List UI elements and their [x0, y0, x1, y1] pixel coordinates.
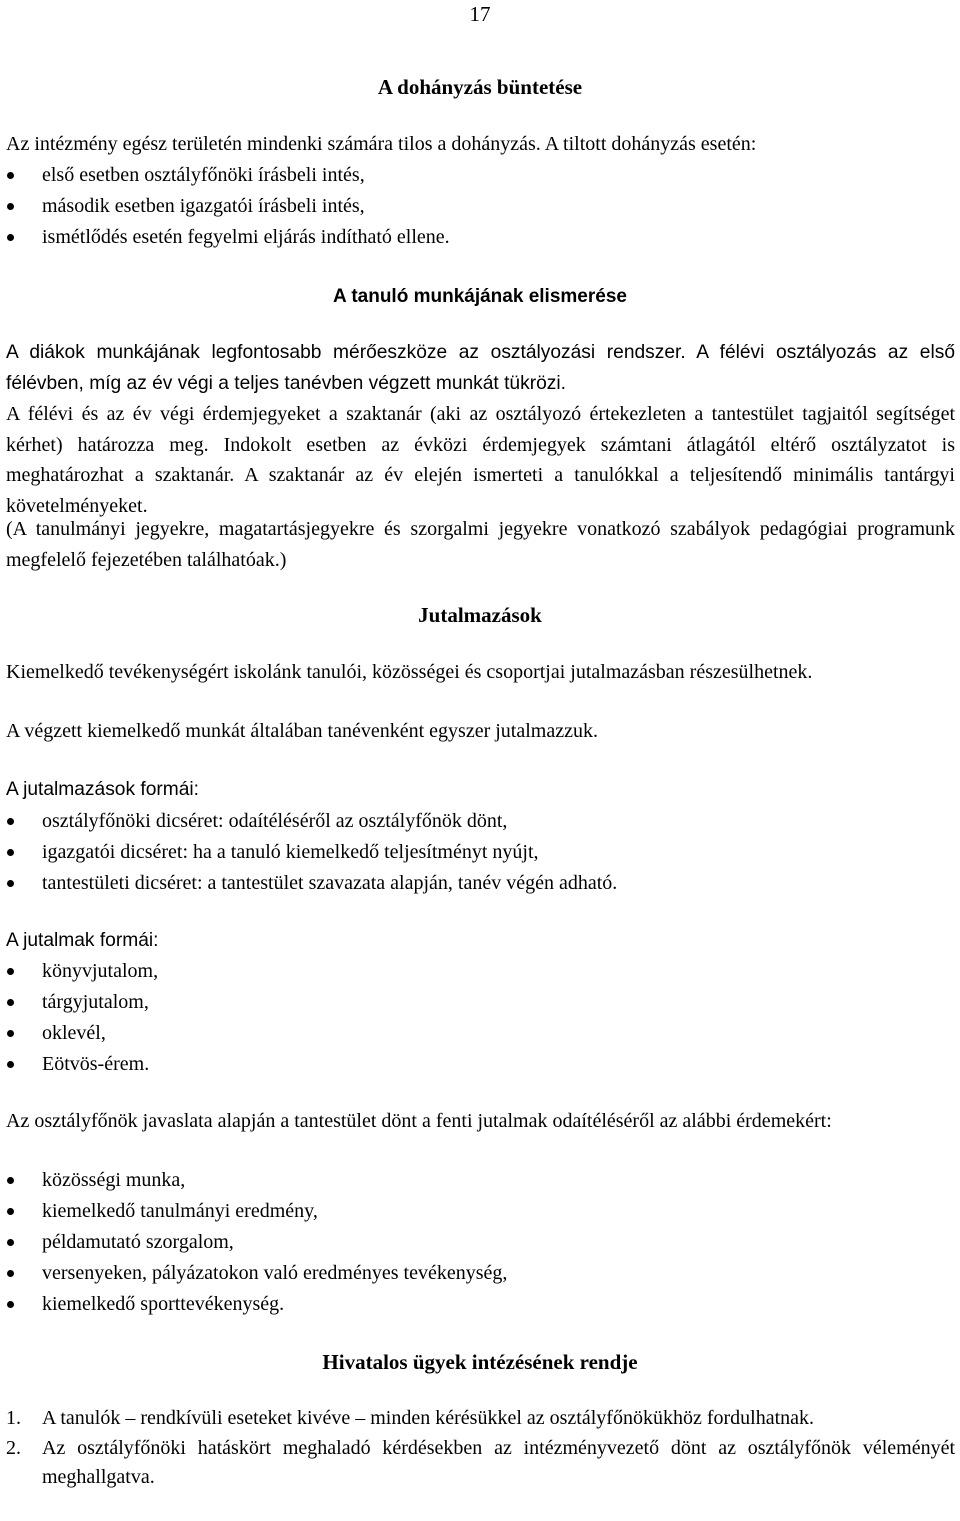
list-item-number: 2.: [6, 1436, 21, 1459]
list-item: tantestületi dicséret: a tantestület szavazata alapján, tanév végén adható.: [6, 868, 955, 899]
list-item: [6, 1404, 955, 1434]
list-item-number: 1.: [6, 1407, 21, 1429]
merits-list: [6, 1165, 955, 1320]
smoking-penalty-list: [6, 160, 955, 253]
list-item: igazgatói dicséret: ha a tanuló kiemelkedő teljesítményt nyújt,: [6, 837, 955, 868]
list-item: oklevél,: [6, 1018, 955, 1049]
section-title-rewards: Jutalmazások: [418, 603, 542, 627]
page-number: 17: [469, 2, 491, 26]
list-item: osztályfőnöki dicséret: odaítéléséről az osztályfőnök dönt,: [6, 806, 955, 837]
section-title-recognition: A tanuló munkájának elismerése: [333, 286, 627, 307]
list-item: ismétlődés esetén fegyelmi eljárás indítható ellene.: [6, 222, 955, 253]
list-item: példamutató szorgalom,: [6, 1227, 955, 1258]
list-item: Eötvös-érem.: [6, 1049, 955, 1080]
list-item: könyvjutalom,: [6, 956, 955, 987]
list-item: első esetben osztályfőnöki írásbeli intés,: [6, 160, 955, 191]
list-item: tárgyjutalom,: [6, 987, 955, 1018]
rewards-decision-text: Az osztályfőnök javaslata alapján a tantestület dönt a fenti jutalmak odaítéléséről az alábbi érdemekért:: [6, 1110, 832, 1132]
list-item-text: Az osztályfőnöki hatáskört meghaladó kérdésekben az intézményvezető dönt az osztályfőnök véleményét meghallgatva.: [42, 1436, 955, 1488]
list-item: második esetben igazgatói írásbeli intés,: [6, 191, 955, 222]
list-item: versenyeken, pályázatokon való eredményes tevékenység,: [6, 1258, 955, 1289]
rewards-types-label: A jutalmak formái:: [6, 930, 159, 951]
section-title-official-matters: Hivatalos ügyek intézésének rendje: [322, 1350, 638, 1374]
reward-forms-label: A jutalmazások formái:: [6, 779, 200, 800]
official-matters-list: [6, 1404, 955, 1493]
list-item: [6, 1434, 955, 1493]
recognition-paragraph-2: A félévi és az év végi érdemjegyeket a szaktanár (aki az osztályozó értekezleten a tantestület tagjaitól segítséget kérhet) határozza meg. Indokolt esetben az évközi érdemjegyek számtani átlagától eltérő osztályzatot is meghatározhat a szaktanár. A szaktanár az év elején ismerteti a tanulókkal a teljesítendő minimális tantárgyi követelményeket.: [6, 403, 955, 517]
smoking-intro: Az intézmény egész területén mindenki számára tilos a dohányzás. A tiltott dohányzás esetén:: [6, 133, 757, 155]
rewards-paragraph-1: Kiemelkedő tevékenységért iskolánk tanulói, közösségei és csoportjai jutalmazásban részesülhetnek.: [6, 661, 813, 683]
list-item: kiemelkedő tanulmányi eredmény,: [6, 1196, 955, 1227]
list-item: kiemelkedő sporttevékenység.: [6, 1289, 955, 1320]
rewards-paragraph-2: A végzett kiemelkedő munkát általában tanévenként egyszer jutalmazzuk.: [6, 720, 598, 742]
recognition-paragraph-1: A diákok munkájának legfontosabb mérőeszköze az osztályozási rendszer. A félévi osztályozás az első félévben, míg az év végi a teljes tanévben végzett munkát tükrözi.: [6, 342, 955, 394]
reward-forms-list: [6, 806, 955, 899]
section-title-smoking: A dohányzás büntetése: [377, 75, 583, 99]
list-item-text: A tanulók – rendkívüli eseteket kivéve – minden kérésükkel az osztályfőnökükhöz fordulhatnak.: [42, 1407, 815, 1429]
list-item: közösségi munka,: [6, 1165, 955, 1196]
rewards-types-list: [6, 956, 955, 1080]
recognition-paragraph-3: (A tanulmányi jegyekre, magatartásjegyekre és szorgalmi jegyekre vonatkozó szabályok pedagógiai programunk megfelelő fejezetében találhatóak.): [6, 518, 955, 571]
